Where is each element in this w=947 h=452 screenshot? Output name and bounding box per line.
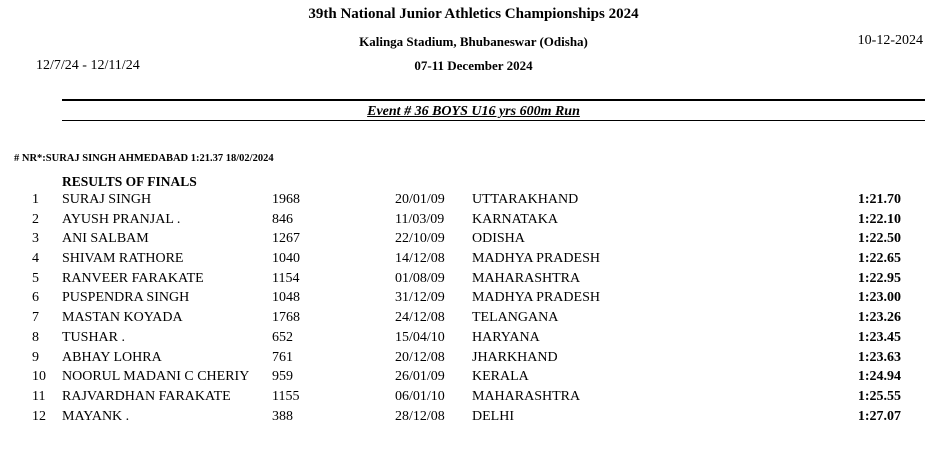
results-table <box>0 192 947 428</box>
athlete-bib: 959 <box>272 369 293 385</box>
athlete-bib: 652 <box>272 329 293 345</box>
event-title: Event # 36 BOYS U16 yrs 600m Run <box>367 104 580 119</box>
athlete-time: 1:23.00 <box>857 290 901 306</box>
athlete-state: UTTARAKHAND <box>472 192 579 207</box>
table-row <box>0 369 947 389</box>
top-divider <box>62 99 925 101</box>
athlete-state: MADHYA PRADESH <box>472 290 600 306</box>
athlete-bib: 1040 <box>272 251 300 267</box>
table-row <box>0 389 947 409</box>
athlete-time: 1:23.26 <box>857 310 901 326</box>
athlete-time: 1:21.70 <box>857 192 901 207</box>
athlete-name: SURAJ SINGH <box>62 192 152 207</box>
table-row <box>0 251 947 271</box>
athlete-state: MADHYA PRADESH <box>472 251 600 267</box>
athlete-state: MAHARASHTRA <box>472 270 581 286</box>
table-row <box>0 290 947 310</box>
athlete-bib: 1048 <box>272 290 300 306</box>
table-row <box>0 231 947 251</box>
athlete-bib: 761 <box>272 349 293 365</box>
athlete-rank: 11 <box>32 388 46 404</box>
athlete-dob: 20/12/08 <box>395 349 445 365</box>
athlete-dob: 31/12/09 <box>395 290 445 306</box>
athlete-rank: 3 <box>32 231 39 247</box>
table-row <box>0 409 947 429</box>
athlete-state: KERALA <box>472 369 529 385</box>
athlete-name: TUSHAR . <box>62 329 126 345</box>
athlete-time: 1:22.65 <box>857 251 901 267</box>
print-date: 10-12-2024 <box>857 33 923 48</box>
athlete-bib: 1154 <box>272 270 300 286</box>
championship-title: 39th National Junior Athletics Championships 2024 <box>308 6 639 22</box>
athlete-state: HARYANA <box>472 329 540 345</box>
athlete-rank: 6 <box>32 290 39 306</box>
athlete-rank: 5 <box>32 270 39 286</box>
athlete-time: 1:22.10 <box>857 211 901 227</box>
athlete-dob: 26/01/09 <box>395 369 445 385</box>
athlete-state: ODISHA <box>472 231 525 247</box>
athlete-name: RAJVARDHAN FARAKATE <box>62 388 231 404</box>
athlete-name: ANI SALBAM <box>62 231 149 247</box>
athlete-dob: 28/12/08 <box>395 408 445 424</box>
athlete-time: 1:27.07 <box>857 408 901 424</box>
athlete-name: NOORUL MADANI C CHERIY <box>62 369 250 385</box>
athlete-rank: 10 <box>32 369 46 385</box>
athlete-time: 1:22.50 <box>857 231 901 247</box>
athlete-state: JHARKHAND <box>472 349 558 365</box>
athlete-name: PUSPENDRA SINGH <box>62 290 190 306</box>
athlete-rank: 2 <box>32 211 39 227</box>
venue: Kalinga Stadium, Bhubaneswar (Odisha) <box>359 34 588 49</box>
section-title: RESULTS OF FINALS <box>62 174 197 189</box>
athlete-rank: 7 <box>32 310 39 326</box>
athlete-rank: 8 <box>32 329 39 345</box>
national-record: # NR*:SURAJ SINGH AHMEDABAD 1:21.37 18/02/2024 <box>14 153 274 164</box>
athlete-bib: 1768 <box>272 310 300 326</box>
athlete-time: 1:23.63 <box>857 349 901 365</box>
athlete-bib: 1155 <box>272 388 300 404</box>
athlete-dob: 14/12/08 <box>395 251 445 267</box>
athlete-dob: 01/08/09 <box>395 270 445 286</box>
age-date-range: 12/7/24 - 12/11/24 <box>36 58 140 73</box>
athlete-dob: 22/10/09 <box>395 231 445 247</box>
athlete-bib: 388 <box>272 408 293 424</box>
athlete-time: 1:25.55 <box>857 388 901 404</box>
table-row <box>0 192 947 212</box>
athlete-dob: 24/12/08 <box>395 310 445 326</box>
table-row <box>0 350 947 370</box>
athlete-name: MASTAN KOYADA <box>62 310 183 326</box>
athlete-state: TELANGANA <box>472 310 559 326</box>
athlete-bib: 846 <box>272 211 293 227</box>
athlete-dob: 15/04/10 <box>395 329 445 345</box>
event-dates: 07-11 December 2024 <box>414 58 533 73</box>
bottom-divider <box>62 120 925 121</box>
athlete-name: MAYANK . <box>62 408 130 424</box>
athlete-state: MAHARASHTRA <box>472 388 581 404</box>
athlete-state: KARNATAKA <box>472 211 558 227</box>
athlete-dob: 11/03/09 <box>395 211 445 227</box>
athlete-time: 1:22.95 <box>857 270 901 286</box>
athlete-rank: 12 <box>32 408 46 424</box>
athlete-state: DELHI <box>472 408 514 424</box>
athlete-dob: 06/01/10 <box>395 388 445 404</box>
athlete-name: SHIVAM RATHORE <box>62 251 184 267</box>
athlete-name: AYUSH PRANJAL . <box>62 211 181 227</box>
athlete-dob: 20/01/09 <box>395 192 445 207</box>
athlete-bib: 1968 <box>272 192 300 207</box>
athlete-rank: 1 <box>32 192 39 207</box>
table-row <box>0 212 947 232</box>
table-row <box>0 310 947 330</box>
athlete-name: RANVEER FARAKATE <box>62 270 204 286</box>
athlete-name: ABHAY LOHRA <box>62 349 162 365</box>
athlete-time: 1:24.94 <box>857 369 901 385</box>
table-row <box>0 271 947 291</box>
athlete-bib: 1267 <box>272 231 300 247</box>
athlete-time: 1:23.45 <box>857 329 901 345</box>
table-row <box>0 330 947 350</box>
athlete-rank: 4 <box>32 251 39 267</box>
athlete-rank: 9 <box>32 349 39 365</box>
